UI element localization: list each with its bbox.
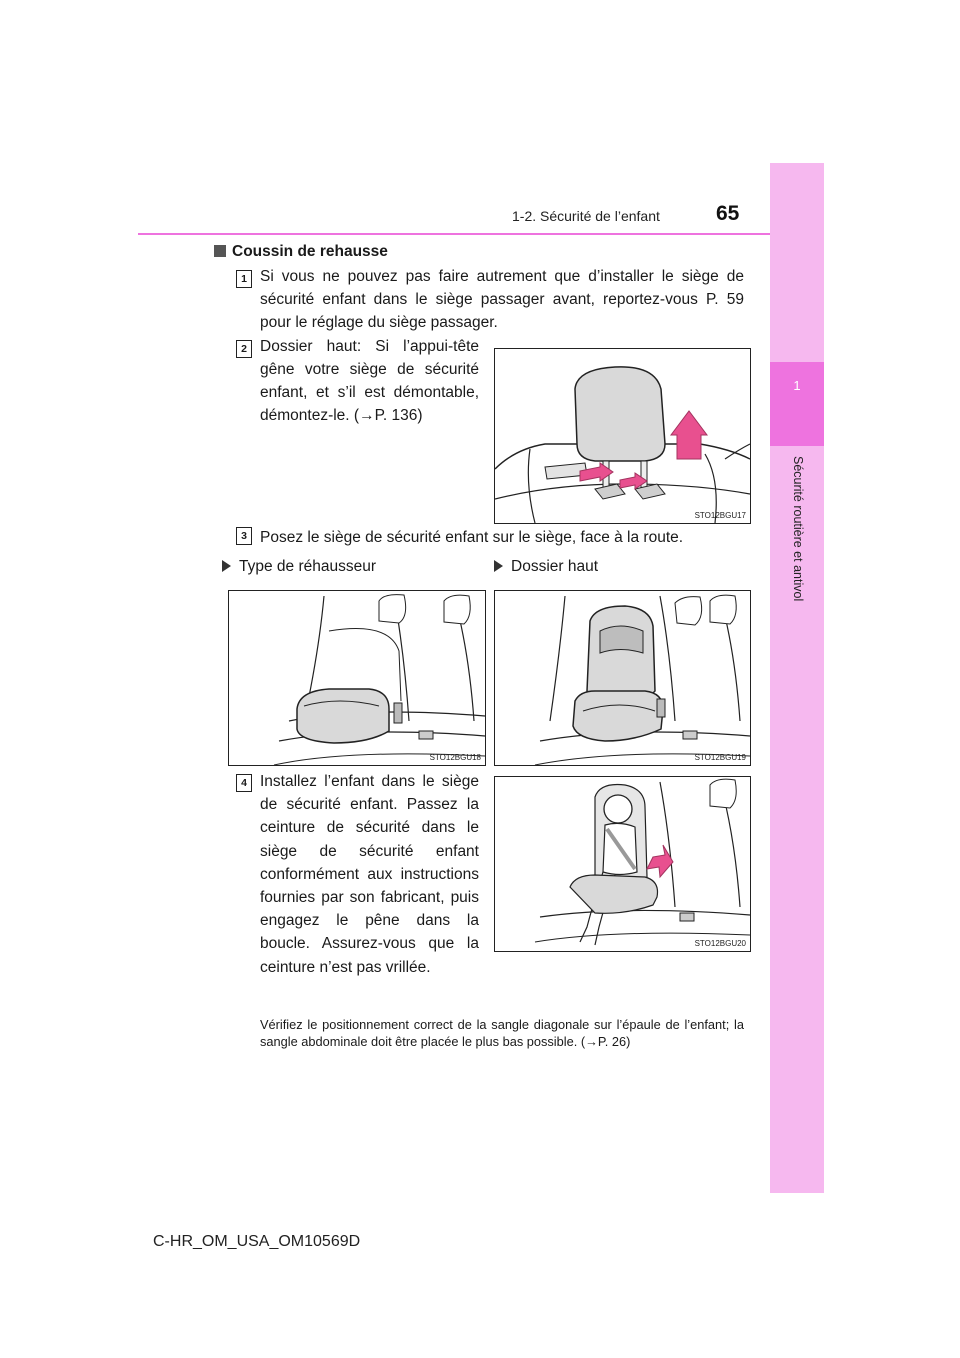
figure-code: STO12BGU20 <box>694 939 746 948</box>
triangle-bullet-icon <box>494 560 503 572</box>
figure-code: STO12BGU19 <box>694 753 746 762</box>
page-number: 65 <box>716 202 740 225</box>
section-title: Coussin de rehausse <box>214 243 388 261</box>
triangle-bullet-icon <box>222 560 231 572</box>
step-3-text: Posez le siège de sécurité enfant sur le siège, face à la route. <box>260 529 684 546</box>
figure-booster-cushion <box>228 590 486 766</box>
square-bullet-icon <box>214 245 226 257</box>
footer-code: C-HR_OM_USA_OM10569D <box>153 1233 361 1250</box>
chapter-number: 1 <box>793 378 801 393</box>
caption-high-back: Dossier haut <box>494 558 598 576</box>
step-number-4: 4 <box>236 774 252 792</box>
caption-booster-type: Type de réhausseur <box>222 558 376 576</box>
step-number-3: 3 <box>236 527 252 545</box>
chapter-side-tab <box>770 163 824 1193</box>
chapter-tab-marker <box>770 362 824 446</box>
figure-headrest-removal <box>494 348 751 524</box>
figure-code: STO12BGU17 <box>694 511 746 520</box>
step-number-1: 1 <box>236 270 252 288</box>
step-4-text: Installez l’enfant dans le siège de sécurité enfant. Passez la ceinture de sécurité dans le siège de sécurité enfant conformément aux instructions fournies par son fabricant, puis engagez le pêne dans la boucle. Assurez-vous que la ceinture n’est pas vrillée. <box>260 773 479 976</box>
step-1-text: Si vous ne pouvez pas faire autrement que d’installer le siège de sécurité enfant dans le siège passager avant, reportez-vous P. 59 pour le réglage du siège passager. <box>260 268 744 331</box>
header-rule <box>138 233 770 235</box>
note-text: Vérifiez le positionnement correct de la sangle diagonale sur l’épaule de l’enfant; la sangle abdominale doit être placée le plus bas possible. (→P. 26) <box>260 1017 744 1049</box>
header-section: 1-2. Sécurité de l’enfant <box>512 208 660 224</box>
chapter-title: Sécurité routière et antivol <box>791 456 805 602</box>
figure-child-buckled <box>494 776 751 952</box>
figure-code: STO12BGU18 <box>429 753 481 762</box>
step-number-2: 2 <box>236 340 252 358</box>
step-2-text: Dossier haut: Si l’appui-tête gêne votre siège de sécurité enfant, et s’il est démontable, démontez-le. (→P. 136) <box>260 338 479 424</box>
figure-high-back-booster <box>494 590 751 766</box>
